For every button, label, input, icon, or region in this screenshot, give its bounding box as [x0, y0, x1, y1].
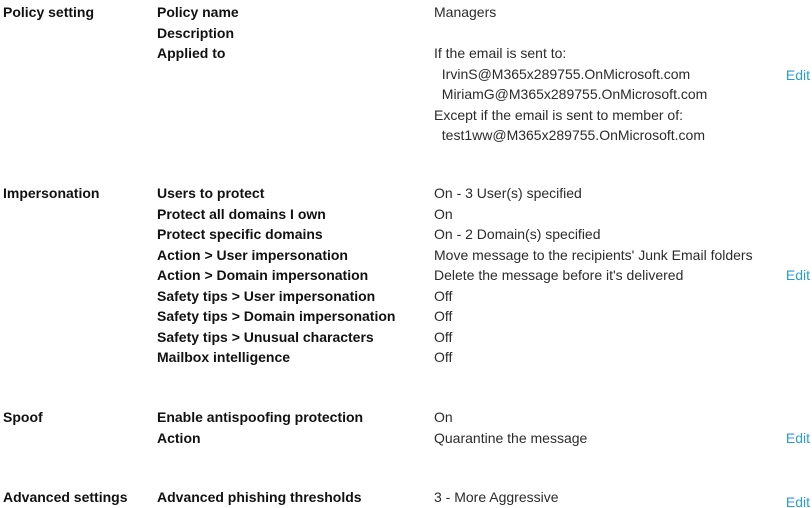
setting-label: Protect all domains I own	[157, 205, 326, 222]
setting-row	[157, 43, 812, 146]
setting-label: Policy name	[157, 4, 239, 20]
setting-value	[434, 327, 812, 348]
setting-value-line: On - 2 Domain(s) specified	[434, 226, 601, 242]
section-title: Impersonation	[3, 185, 100, 201]
setting-row	[157, 265, 812, 286]
setting-value	[434, 428, 812, 449]
section-rows	[157, 183, 812, 368]
setting-row	[157, 2, 812, 23]
setting-row	[157, 347, 812, 368]
setting-label: Users to protect	[157, 185, 265, 201]
setting-value	[434, 306, 812, 327]
setting-value-line: Off	[434, 349, 453, 365]
setting-row	[157, 245, 812, 266]
policy-section-impersonation	[3, 183, 812, 368]
setting-value	[434, 286, 812, 307]
section-title: Advanced settings	[3, 489, 128, 505]
setting-label: Safety tips > Unusual characters	[157, 328, 374, 345]
setting-label: Mailbox intelligence	[157, 349, 291, 365]
setting-row	[157, 407, 812, 428]
setting-value	[434, 347, 812, 368]
setting-label: Protect specific domains	[157, 226, 323, 242]
setting-row	[157, 183, 812, 204]
setting-label: Safety tips > User impersonation	[157, 287, 376, 304]
setting-row	[157, 428, 812, 449]
setting-value-line: Delete the message before it's delivered	[434, 267, 684, 283]
setting-value-line: MiriamG@M365x289755.OnMicrosoft.com	[434, 86, 708, 102]
setting-value	[434, 43, 812, 146]
policy-section-advanced-settings	[3, 487, 812, 508]
section-rows	[157, 407, 812, 448]
section-rows	[157, 487, 812, 508]
section-rows	[157, 2, 812, 146]
setting-row	[157, 306, 812, 327]
setting-value-line: Quarantine the message	[434, 429, 588, 446]
setting-value-line: Off	[434, 328, 453, 345]
setting-value	[434, 183, 812, 204]
setting-row	[157, 327, 812, 348]
setting-value-line: test1ww@M365x289755.OnMicrosoft.com	[434, 127, 705, 143]
setting-row	[157, 286, 812, 307]
setting-value	[434, 265, 812, 286]
setting-row	[157, 204, 812, 225]
setting-value-line: 3 - More Aggressive	[434, 489, 559, 505]
edit-link[interactable]: Edit	[785, 494, 810, 508]
setting-value-line: If the email is sent to:	[434, 45, 567, 61]
setting-value-line: IrvinS@M365x289755.OnMicrosoft.com	[434, 65, 691, 82]
setting-value-line: On - 3 User(s) specified	[434, 185, 582, 201]
setting-row	[157, 23, 812, 44]
setting-value	[434, 204, 812, 225]
setting-label: Safety tips > Domain impersonation	[157, 308, 396, 324]
setting-value-line: On	[434, 205, 453, 222]
setting-value-line: Move message to the recipients' Junk Email folders	[434, 246, 753, 263]
setting-label: Action > User impersonation	[157, 246, 348, 263]
setting-label: Description	[157, 24, 235, 41]
setting-value	[434, 487, 812, 508]
setting-value-line: Except if the email is sent to member of:	[434, 106, 683, 123]
setting-value	[434, 245, 812, 266]
setting-row	[157, 487, 812, 508]
setting-label: Action > Domain impersonation	[157, 267, 369, 283]
policy-section-spoof	[3, 407, 812, 448]
setting-value-line: Off	[434, 287, 453, 304]
setting-value	[434, 407, 812, 428]
setting-label: Applied to	[157, 45, 226, 61]
section-title: Policy setting	[3, 4, 95, 20]
setting-label: Enable antispoofing protection	[157, 409, 364, 425]
setting-value-line: On	[434, 409, 453, 425]
edit-link[interactable]: Edit	[785, 430, 810, 446]
setting-value	[434, 224, 812, 245]
setting-value-line: Managers	[434, 4, 497, 20]
setting-value-line: Off	[434, 308, 453, 324]
policy-section-policy-setting	[3, 2, 812, 146]
edit-link[interactable]: Edit	[785, 267, 810, 283]
setting-label: Advanced phishing thresholds	[157, 489, 362, 505]
section-title: Spoof	[3, 409, 43, 425]
edit-link[interactable]: Edit	[785, 67, 810, 83]
setting-label: Action	[157, 429, 201, 446]
setting-row	[157, 224, 812, 245]
setting-value	[434, 2, 812, 23]
